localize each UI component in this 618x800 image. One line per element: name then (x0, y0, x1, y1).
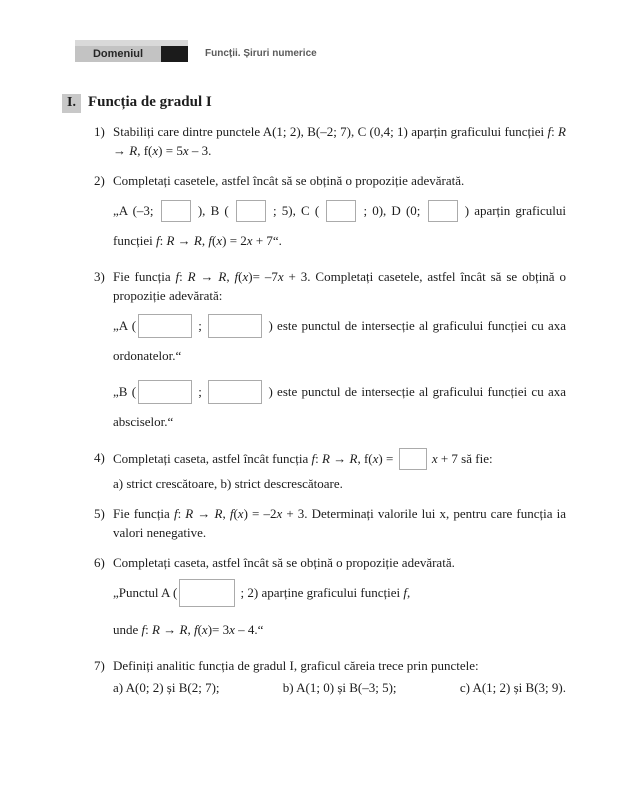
exercise-number: 7) (94, 658, 105, 674)
answer-box[interactable] (179, 579, 235, 607)
exercise-3 (94, 267, 566, 437)
exercise-text: Stabiliți care dintre punctele A(1; 2), B(–2; 7), C (0,4; 1) aparțin graficului funcției f: R → R, f(x) = 5x – 3. (113, 124, 566, 158)
exercise-2 (94, 171, 566, 256)
section-title: Funcția de gradul I (87, 94, 212, 110)
domain-badge (75, 40, 188, 62)
exercise-number: 1) (94, 124, 105, 139)
subitem-a: a) A(0; 2) și B(2; 7); (113, 680, 220, 696)
subitem-b: b) A(1; 0) și B(–3; 5); (282, 680, 397, 696)
page-content (67, 94, 567, 708)
exercise-6 (94, 553, 566, 645)
exercise-7 (94, 656, 566, 697)
exercise-text: Completați casetele, astfel încât să se obțină o propoziție adevărată. (113, 173, 465, 188)
answer-box[interactable] (428, 200, 458, 222)
exercise-text: Completați caseta, astfel încât să se obțină o propoziție adevărată. (113, 555, 455, 570)
quote-text: „B ( ; ) este punctul de intersecție al graficului funcției cu axa absciselor.“ (113, 377, 566, 437)
domain-color-block (161, 46, 188, 62)
answer-box[interactable] (138, 380, 192, 404)
quote-text: „Punctul A ( ; 2) aparține graficului funcției f, (113, 578, 566, 609)
domain-topic-label: Funcții. Șiruri numerice (205, 48, 317, 59)
exercise-text: a) strict crescătoare, b) strict descrescătoare. (113, 476, 343, 491)
answer-box[interactable] (208, 314, 262, 338)
exercise-number: 4) (94, 450, 105, 465)
exercise-text: Fie funcția f: R → R, f(x) = –2x + 3. Determinați valorile lui x, pentru care funcția ia valori nenegative. (113, 506, 567, 540)
quote-text: „A (–3; ), B ( ; 5), C ( ; 0), D (0; ) aparțin graficului funcției f: R → R, f(x) = 2x + 7“. (113, 196, 566, 256)
exercise-number: 3) (94, 269, 105, 284)
subitems-row (113, 678, 566, 697)
answer-box[interactable] (236, 200, 266, 222)
exercise-4 (94, 448, 566, 493)
exercise-text: Definiți analitic funcția de gradul I, graficul căreia trece prin punctele: (113, 658, 479, 674)
exercise-5 (94, 504, 566, 542)
exercise-text: Fie funcția f: R → R, f(x)= –7x + 3. Completați casetele, astfel încât să se obțină o propoziție adevărată: (113, 269, 566, 303)
exercise-number: 5) (94, 506, 105, 521)
answer-box[interactable] (208, 380, 262, 404)
answer-box[interactable] (326, 200, 356, 222)
domain-badge-label: Domeniul (75, 46, 161, 62)
answer-box[interactable] (399, 448, 427, 470)
subitem-c: c) A(1; 2) și B(3; 9). (459, 680, 566, 696)
answer-box[interactable] (138, 314, 192, 338)
exercise-number: 6) (94, 555, 105, 570)
answer-box[interactable] (161, 200, 191, 222)
quote-text: unde f: R → R, f(x)= 3x – 4.“ (113, 622, 264, 638)
quote-text: „A ( ; ) este punctul de intersecție al graficului funcției cu axa ordonatelor.“ (113, 311, 566, 371)
exercise-text: Completați caseta, astfel încât funcția f: R → R, f(x) = x + 7 să fie: (113, 448, 566, 472)
section-header (62, 94, 566, 113)
exercise-number: 2) (94, 173, 105, 188)
section-number: I. (62, 94, 81, 113)
badge-row (75, 46, 188, 62)
exercise-1 (94, 122, 566, 160)
